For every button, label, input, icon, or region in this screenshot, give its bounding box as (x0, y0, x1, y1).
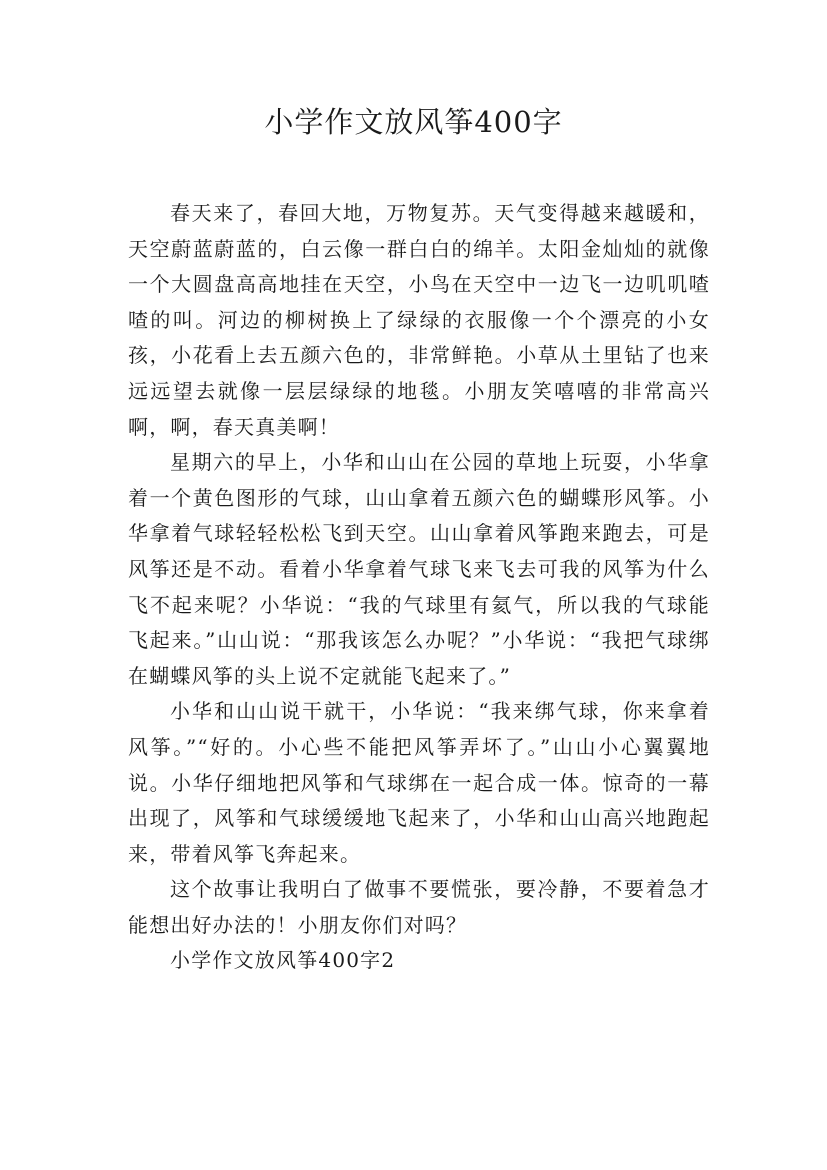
document-title: 小学作文放风筝400字 (264, 105, 563, 139)
paragraph-2: 星期六的早上，小华和山山在公园的草地上玩耍，小华拿着一个黄色图形的气球，山山拿着五颜六色的蝴蝶形风筝。小华拿着气球轻轻松松飞到天空。山山拿着风筝跑来跑去，可是风筝还是不动。看着小华拿着气球飞来飞去可我的风筝为什么飞不起来呢？小华说：“我的气球里有氦气，所以我的气球能飞起来。”山山说：“那我该怎么办呢？”小华说：“我把气球绑在蝴蝶风筝的头上说不定就能飞起来了。” (128, 450, 710, 688)
section-subheading: 小学作文放风筝400字2 (170, 948, 396, 973)
paragraph-3: 小华和山山说干就干，小华说：“我来绑气球，你来拿着风筝。”“好的。小心些不能把风筝弄坏了。”山山小心翼翼地说。小华仔细地把风筝和气球绑在一起合成一体。惊奇的一幕出现了，风筝和气球缓缓地飞起来了，小华和山山高兴地跑起来，带着风筝飞奔起来。 (128, 699, 710, 866)
document-body (128, 196, 710, 979)
paragraph-4: 这个故事让我明白了做事不要慌张，要冷静，不要着急才能想出好办法的！小朋友你们对吗？ (128, 877, 710, 937)
paragraph-1: 春天来了，春回大地，万物复苏。天气变得越来越暖和，天空蔚蓝蔚蓝的，白云像一群白白的绵羊。太阳金灿灿的就像一个大圆盘高高地挂在天空，小鸟在天空中一边飞一边叽叽喳喳的叫。河边的柳树换上了绿绿的衣服像一个个漂亮的小女孩，小花看上去五颜六色的，非常鲜艳。小草从土里钻了也来远远望去就像一层层绿绿的地毯。小朋友笑嘻嘻的非常高兴啊，啊，春天真美啊！ (128, 201, 710, 439)
